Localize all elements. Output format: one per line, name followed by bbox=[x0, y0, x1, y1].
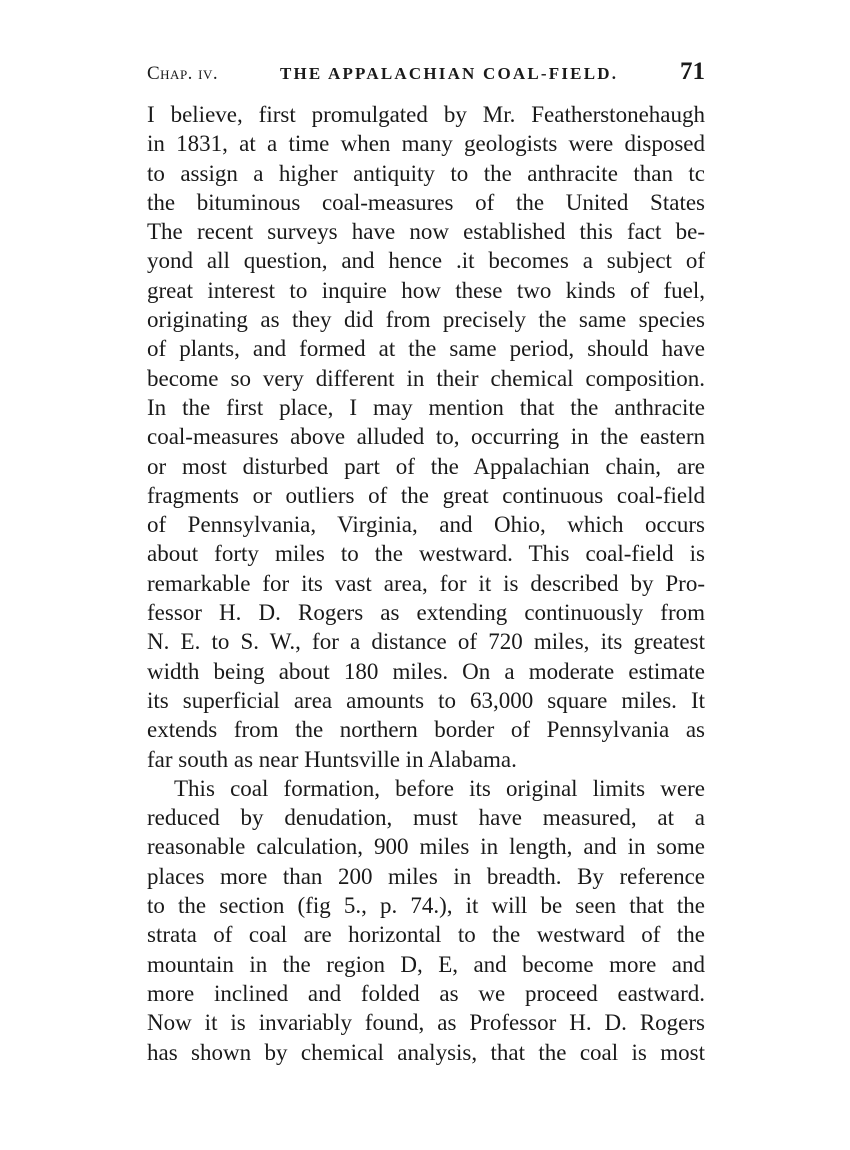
text-line: coal-measures above alluded to, occurring in the eastern bbox=[147, 424, 705, 450]
text-line: far south as near Huntsville in Alabama. bbox=[147, 746, 517, 772]
text-line: This coal formation, before its original limits were bbox=[174, 775, 705, 801]
paragraph-1 bbox=[147, 100, 705, 774]
text-line: to the section (fig 5., p. 74.), it will be seen that the bbox=[147, 893, 705, 919]
text-line: or most disturbed part of the Appalachian chain, are bbox=[147, 453, 705, 479]
running-head bbox=[147, 58, 705, 98]
text-line: The recent surveys have now established this fact be- bbox=[147, 219, 705, 245]
text-line: to assign a higher antiquity to the anthracite than tc bbox=[147, 160, 705, 186]
text-line: fessor H. D. Rogers as extending continuously from bbox=[147, 600, 705, 626]
text-line: I believe, first promulgated by Mr. Featherstonehaugh bbox=[147, 102, 705, 127]
text-line: has shown by chemical analysis, that the coal is most bbox=[147, 1039, 705, 1065]
text-line: remarkable for its vast area, for it is described by Pro- bbox=[147, 570, 705, 596]
paragraph-2 bbox=[147, 774, 705, 1067]
text-line: fragments or outliers of the great continuous coal-field bbox=[147, 482, 705, 508]
text-line: its superficial area amounts to 63,000 square miles. It bbox=[147, 687, 705, 713]
text-line: Now it is invariably found, as Professor H. D. Rogers bbox=[147, 1010, 705, 1036]
running-title: THE APPALACHIAN COAL-FIELD. bbox=[279, 64, 619, 83]
text-line: originating as they did from precisely the same species bbox=[147, 307, 705, 333]
text-line: mountain in the region D, E, and become more and bbox=[147, 951, 705, 977]
chapter-label: Chap. iv. bbox=[147, 63, 219, 84]
text-line: width being about 180 miles. On a moderate estimate bbox=[147, 658, 705, 684]
text-line: of plants, and formed at the same period, should have bbox=[147, 336, 705, 362]
text-line: about forty miles to the westward. This coal-field is bbox=[147, 541, 705, 567]
text-line: places more than 200 miles in breadth. By reference bbox=[147, 863, 705, 889]
text-line: become so very different in their chemical composition. bbox=[147, 365, 705, 391]
text-line: yond all question, and hence .it becomes a subject of bbox=[147, 248, 705, 274]
text-line: extends from the northern border of Pennsylvania as bbox=[147, 717, 705, 743]
text-line: more inclined and folded as we proceed eastward. bbox=[147, 980, 705, 1006]
text-line: strata of coal are horizontal to the westward of the bbox=[147, 922, 705, 948]
text-line: of Pennsylvania, Virginia, and Ohio, which occurs bbox=[147, 512, 705, 538]
text-line: in 1831, at a time when many geologists were disposed bbox=[147, 131, 705, 157]
text-line: reduced by denudation, must have measured, at a bbox=[147, 805, 705, 831]
text-line: reasonable calculation, 900 miles in length, and in some bbox=[147, 834, 705, 860]
text-line: N. E. to S. W., for a distance of 720 miles, its greatest bbox=[147, 629, 705, 655]
book-page bbox=[147, 58, 705, 1067]
text-line: the bituminous coal-measures of the United States bbox=[147, 189, 705, 215]
text-line: great interest to inquire how these two kinds of fuel, bbox=[147, 277, 705, 303]
page-number: 71 bbox=[679, 58, 705, 85]
text-line: In the first place, I may mention that the anthracite bbox=[147, 394, 705, 420]
